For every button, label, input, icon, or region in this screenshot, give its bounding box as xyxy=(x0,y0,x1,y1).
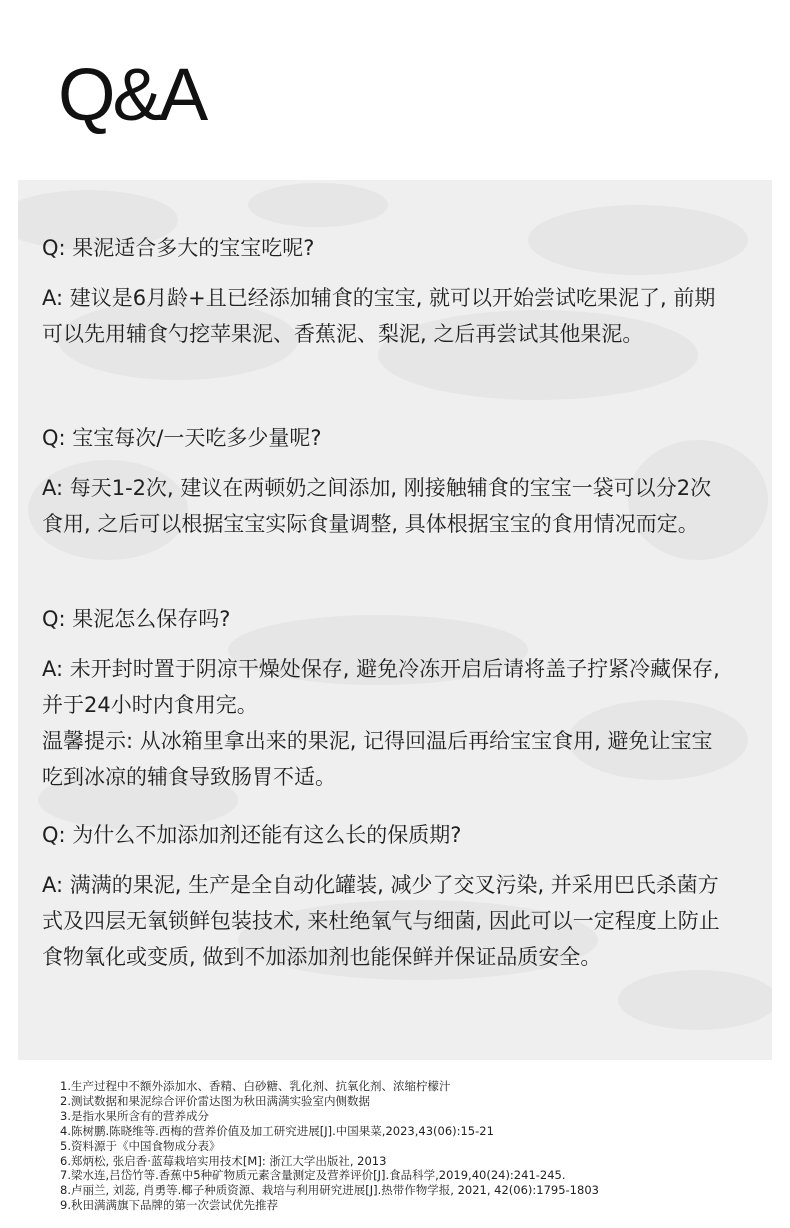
question-text: Q: 果泥怎么保存吗? xyxy=(42,607,231,631)
footnote: 5.资料源于《中国食物成分表》 xyxy=(60,1138,221,1153)
footnote: 4.陈树鹏.陈晓维等.西梅的营养价值及加工研究进展[J].中国果菜,2023,43(06):15-21 xyxy=(60,1123,494,1138)
footnote: 2.测试数据和果泥综合评价雷达图为秋田满满实验室内侧数据 xyxy=(60,1093,370,1108)
answer-text: A: 每天1-2次, 建议在两顿奶之间添加, 刚接触辅食的宝宝一袋可以分2次食用, 之后可以根据宝宝实际食量调整, 具体根据宝宝的食用情况而定。 xyxy=(42,476,712,536)
footnote: 9.秋田满满旗下品牌的第一次尝试优先推荐 xyxy=(60,1198,278,1213)
footnote: 1.生产过程中不额外添加水、香精、白砂糖、乳化剂、抗氧化剂、浓缩柠檬汁 xyxy=(60,1079,451,1093)
footnotes xyxy=(60,1079,760,1213)
footnote: 3.是指水果所含有的营养成分 xyxy=(60,1108,209,1123)
page-title: Q&A xyxy=(58,53,206,136)
footnote: 6.郑炳松, 张启香·蓝莓栽培实用技术[M]: 浙江大学出版社, 2013 xyxy=(60,1153,387,1168)
question-text: Q: 为什么不加添加剂还能有这么长的保质期? xyxy=(42,823,462,847)
qa-item-3 xyxy=(42,601,732,795)
qa-item-1 xyxy=(42,230,732,352)
tip-text: 温馨提示: 从冰箱里拿出来的果泥, 记得回温后再给宝宝食用, 避免让宝宝吃到冰凉的辅食导致肠胃不适。 xyxy=(42,729,713,789)
question-text: Q: 宝宝每次/一天吃多少量呢? xyxy=(42,426,322,450)
footnote: 7.梁水连,吕岱竹等.香蕉中5种矿物质元素含量测定及营养评价[J].食品科学,2019,40(24):241-245. xyxy=(60,1168,566,1183)
footnote: 8.卢丽兰, 刘蕊, 肖勇等.椰子种质资源、栽培与利用研究进展[J].热带作物学报, 2021, 42(06):1795-1803 xyxy=(60,1183,599,1198)
qa-item-2 xyxy=(42,420,732,542)
answer-text: A: 未开封时置于阴凉干燥处保存, 避免冷冻开启后请将盖子拧紧冷藏保存, 并于24小时内食用完。 xyxy=(42,657,720,717)
qa-item-4 xyxy=(42,817,732,975)
question-text: Q: 果泥适合多大的宝宝吃呢? xyxy=(42,236,315,260)
answer-text: A: 建议是6月龄+且已经添加辅食的宝宝, 就可以开始尝试吃果泥了, 前期可以先用辅食勺挖苹果泥、香蕉泥、梨泥, 之后再尝试其他果泥。 xyxy=(42,286,716,346)
answer-text: A: 满满的果泥, 生产是全自动化罐装, 减少了交叉污染, 并采用巴氏杀菌方式及四层无氧锁鲜包装技术, 来杜绝氧气与细菌, 因此可以一定程度上防止食物氧化或变质, 做到不加添加剂也能保鲜并保证品质安全。 xyxy=(42,873,720,969)
